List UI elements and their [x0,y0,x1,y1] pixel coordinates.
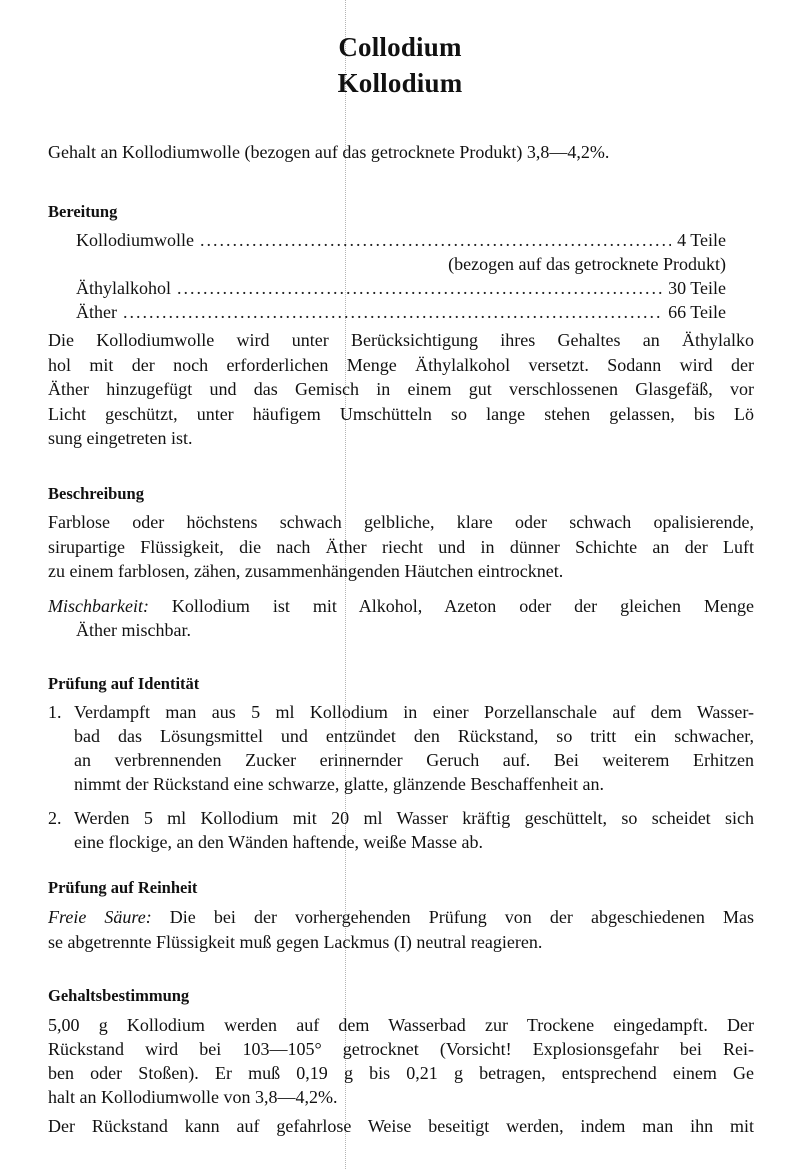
item-text-line: an verbrennenden Zucker erinnernder Geruch auf. Bei weiterem Erhitzen [74,750,754,770]
reinheit-text-line: se abgetrennte Flüssigkeit muß gegen Lackmus (I) neutral reagieren. [48,932,543,952]
ingredient-name: Kollodiumwolle [76,230,194,250]
item-text-line: Verdampft man aus 5 ml Kollodium in einer Porzellanschale auf dem Wasser- [74,702,754,722]
recipe-table [76,228,726,324]
bereitung-text-line: Äther hinzugefügt und das Gemisch in einem gut verschlossenen Glasgefäß, vor [48,379,754,399]
reinheit-text: Die bei der vorhergehenden Prüfung von der abgeschiedenen Mas [151,907,754,927]
item-number: 2. [48,808,62,828]
gehalt-text-line: 5,00 g Kollodium werden auf dem Wasserbad zur Trockene eingedampft. Der [48,1015,754,1035]
item-text-line: bad das Lösungsmittel und entzündet den Rückstand, so tritt ein schwacher, [74,726,754,746]
ingredient-name: Äther [76,302,117,322]
bereitung-text-line: sung eingetreten ist. [48,428,193,448]
page-title: Collodium [338,32,462,62]
identity-tests-list [48,700,754,854]
bereitung-text-line: Die Kollodiumwolle wird unter Berücksichtigung ihres Gehaltes an Äthylalko [48,330,754,350]
bereitung-text-line: Licht geschützt, unter häufigem Umschütteln so lange stehen gelassen, bis Lö [48,404,754,424]
ingredient-name: Äthylalkohol [76,278,171,298]
reinheit-line [48,905,754,929]
recipe-row [76,276,726,300]
mischbarkeit-text: Kollodium ist mit Alkohol, Azeton oder der gleichen Menge [148,596,754,616]
dot-leader [177,276,662,300]
item-text-line: eine flockige, an den Wänden haftende, weiße Masse ab. [74,832,483,852]
page-subtitle: Kollodium [337,68,463,98]
bereitung-text-line: hol mit der noch erforderlichen Menge Äthylalkohol versetzt. Sodann wird der [48,355,754,375]
recipe-note: (bezogen auf das getrocknete Produkt) [448,254,726,274]
ingredient-amount: 30 Teile [668,278,726,298]
content-line: Gehalt an Kollodiumwolle (bezogen auf das getrocknete Produkt) 3,8—4,2%. [48,142,610,162]
mischbarkeit-label: Mischbarkeit: [48,596,149,616]
gehalt-text-line: Der Rückstand kann auf gefahrlose Weise beseitigt werden, indem man ihn mit [48,1116,754,1136]
heading-beschreibung: Beschreibung [48,484,144,503]
gehalt-text-line: halt an Kollodiumwolle von 3,8—4,2%. [48,1087,338,1107]
beschreibung-text-line: Farblose oder höchstens schwach gelbliche, klare oder schwach opalisierende, [48,512,754,532]
freie-saeure-label: Freie Säure: [48,907,152,927]
list-item [48,700,754,796]
dot-leader [123,300,662,324]
gehalt-text-line: ben oder Stoßen). Er muß 0,19 g bis 0,21 g betragen, entsprechend einem Ge [48,1063,754,1083]
heading-bereitung: Bereitung [48,202,118,221]
dot-leader [200,228,671,252]
recipe-row [76,228,726,252]
beschreibung-text-line: sirupartige Flüssigkeit, die nach Äther riecht und in dünner Schichte an der Luft [48,537,754,557]
item-text-line: nimmt der Rückstand eine schwarze, glatte, glänzende Beschaffenheit an. [74,774,604,794]
item-number: 1. [48,702,62,722]
mischbarkeit-text-line: Äther mischbar. [76,620,191,640]
heading-reinheit: Prüfung auf Reinheit [48,878,198,897]
ingredient-amount: 66 Teile [668,302,726,322]
mischbarkeit-line [48,594,754,618]
list-item [48,806,754,854]
recipe-row [76,300,726,324]
heading-gehalt: Gehaltsbestimmung [48,986,190,1005]
item-text-line: Werden 5 ml Kollodium mit 20 ml Wasser kräftig geschüttelt, so scheidet sich [74,808,754,828]
beschreibung-text-line: zu einem farblosen, zähen, zusammenhängenden Häutchen eintrocknet. [48,561,564,581]
gehalt-text-line: Rückstand wird bei 103—105° getrocknet (Vorsicht! Explosionsgefahr bei Rei- [48,1039,754,1059]
heading-identitaet: Prüfung auf Identität [48,674,200,693]
ingredient-amount: 4 Teile [677,230,726,250]
